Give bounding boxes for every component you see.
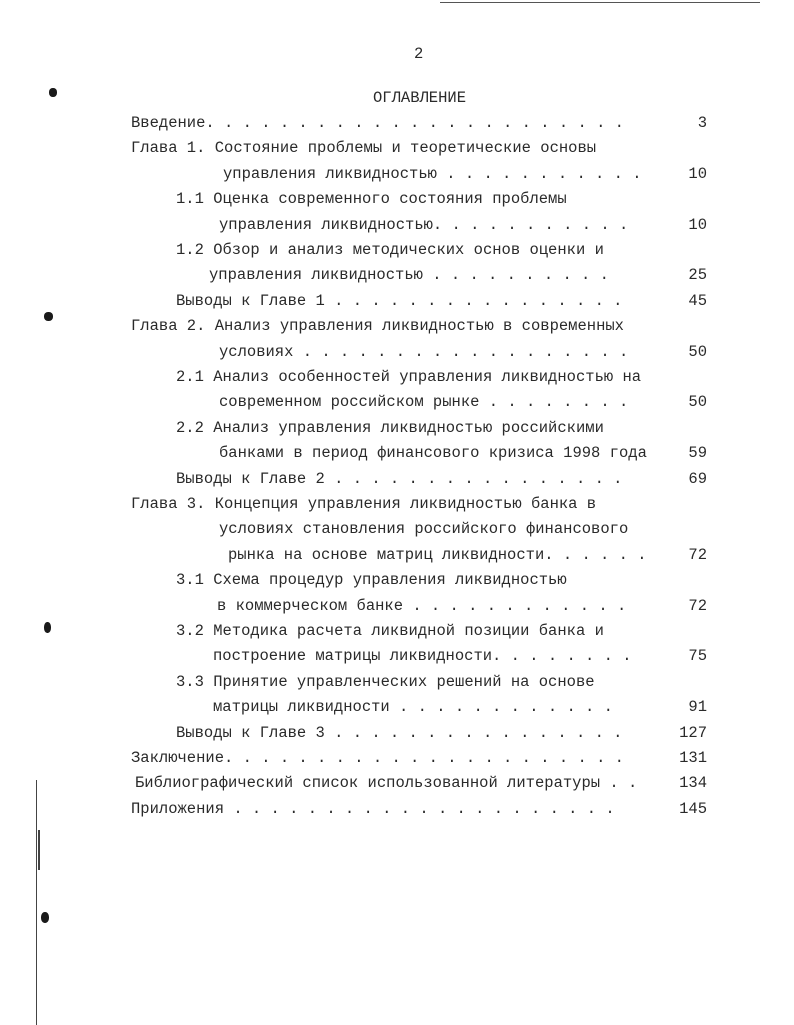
- top-border-line: [440, 2, 760, 3]
- toc-entry-text: матрицы ликвидности . . . . . . . . . . . .: [213, 698, 613, 717]
- toc-entry-text: условиях . . . . . . . . . . . . . . . . . .: [219, 342, 629, 361]
- toc-entry-text: 3.3 Принятие управленческих решений на основе: [176, 672, 595, 691]
- toc-entry-page: 134: [679, 774, 707, 793]
- toc-entry-text: Выводы к Главе 3 . . . . . . . . . . . . . . . .: [176, 723, 623, 742]
- toc-entry-page: 3: [697, 114, 707, 132]
- toc-entry-page: 91: [688, 698, 707, 717]
- toc-entry-page: 25: [688, 266, 707, 285]
- toc-entry-page: 50: [688, 342, 707, 361]
- toc-entry-page: 75: [688, 647, 707, 666]
- toc-entry-page: 145: [679, 799, 707, 818]
- toc-entry-text: управления ликвидностью . . . . . . . . . .: [209, 266, 609, 285]
- toc-entry-text: Заключение. . . . . . . . . . . . . . . . . . . . . .: [131, 749, 624, 767]
- toc-entry-page: 69: [688, 469, 707, 488]
- toc-entry-text: 3.2 Методика расчета ликвидной позиции банка и: [176, 622, 604, 640]
- toc-entry-page: 10: [688, 164, 707, 183]
- toc-entry-page: 59: [688, 444, 707, 463]
- toc-entry-text: управления ликвидностью . . . . . . . . . . .: [223, 164, 642, 183]
- toc-entry-text: рынка на основе матриц ликвидности. . . . . .: [228, 545, 647, 564]
- toc-entry-text: банками в период финансового кризиса 1998 года: [219, 444, 647, 463]
- toc-entry-page: 72: [688, 545, 707, 564]
- punch-hole-mark: [41, 912, 49, 923]
- toc-entry-page: 72: [688, 596, 707, 615]
- punch-hole-mark: [44, 622, 51, 633]
- toc-entry-page: 131: [679, 749, 707, 767]
- toc-entry-text: Глава 2. Анализ управления ликвидностью в современных: [131, 317, 624, 336]
- punch-hole-mark: [44, 312, 53, 321]
- toc-entry-text: Приложения . . . . . . . . . . . . . . . . . . . . .: [131, 799, 615, 818]
- binding-edge-line: [36, 780, 37, 1025]
- toc-entry-text: 2.2 Анализ управления ликвидностью российскими: [176, 418, 604, 437]
- toc-entry-text: 1.2 Обзор и анализ методических основ оценки и: [176, 241, 604, 259]
- toc-entry-text: Выводы к Главе 1 . . . . . . . . . . . . . . . .: [176, 291, 623, 310]
- page-number: 2: [414, 45, 424, 63]
- toc-entry-text: управления ликвидностью. . . . . . . . . . .: [219, 215, 629, 234]
- toc-entry-text: Глава 1. Состояние проблемы и теоретические основы: [131, 139, 597, 158]
- toc-entry-text: 1.1 Оценка современного состояния проблемы: [176, 190, 567, 209]
- toc-heading: ОГЛАВЛЕНИЕ: [373, 89, 467, 107]
- binding-edge-line: [38, 830, 40, 870]
- toc-entry-text: 2.1 Анализ особенностей управления ликвидностью на: [176, 368, 642, 386]
- toc-entry-page: 10: [688, 215, 707, 234]
- toc-entry-text: Библиографический список использованной литературы . .: [135, 774, 638, 793]
- toc-entry-text: условиях становления российского финансового: [219, 520, 629, 539]
- toc-entry-text: Введение. . . . . . . . . . . . . . . . . . . . . . .: [131, 114, 624, 132]
- toc-entry-page: 45: [688, 291, 707, 310]
- toc-entry-page: 50: [688, 393, 707, 412]
- toc-entry-page: 127: [679, 723, 707, 742]
- toc-entry-text: в коммерческом банке . . . . . . . . . . . .: [217, 596, 627, 615]
- punch-hole-mark: [49, 88, 57, 97]
- toc-entry-text: 3.1 Схема процедур управления ликвидностью: [176, 571, 567, 590]
- toc-entry-text: построение матрицы ликвидности. . . . . . . .: [213, 647, 632, 666]
- toc-entry-text: современном российском рынке . . . . . . . .: [219, 393, 629, 412]
- toc-entry-text: Глава 3. Концепция управления ликвидностью банка в: [131, 495, 597, 513]
- toc-entry-text: Выводы к Главе 2 . . . . . . . . . . . . . . . .: [176, 469, 623, 488]
